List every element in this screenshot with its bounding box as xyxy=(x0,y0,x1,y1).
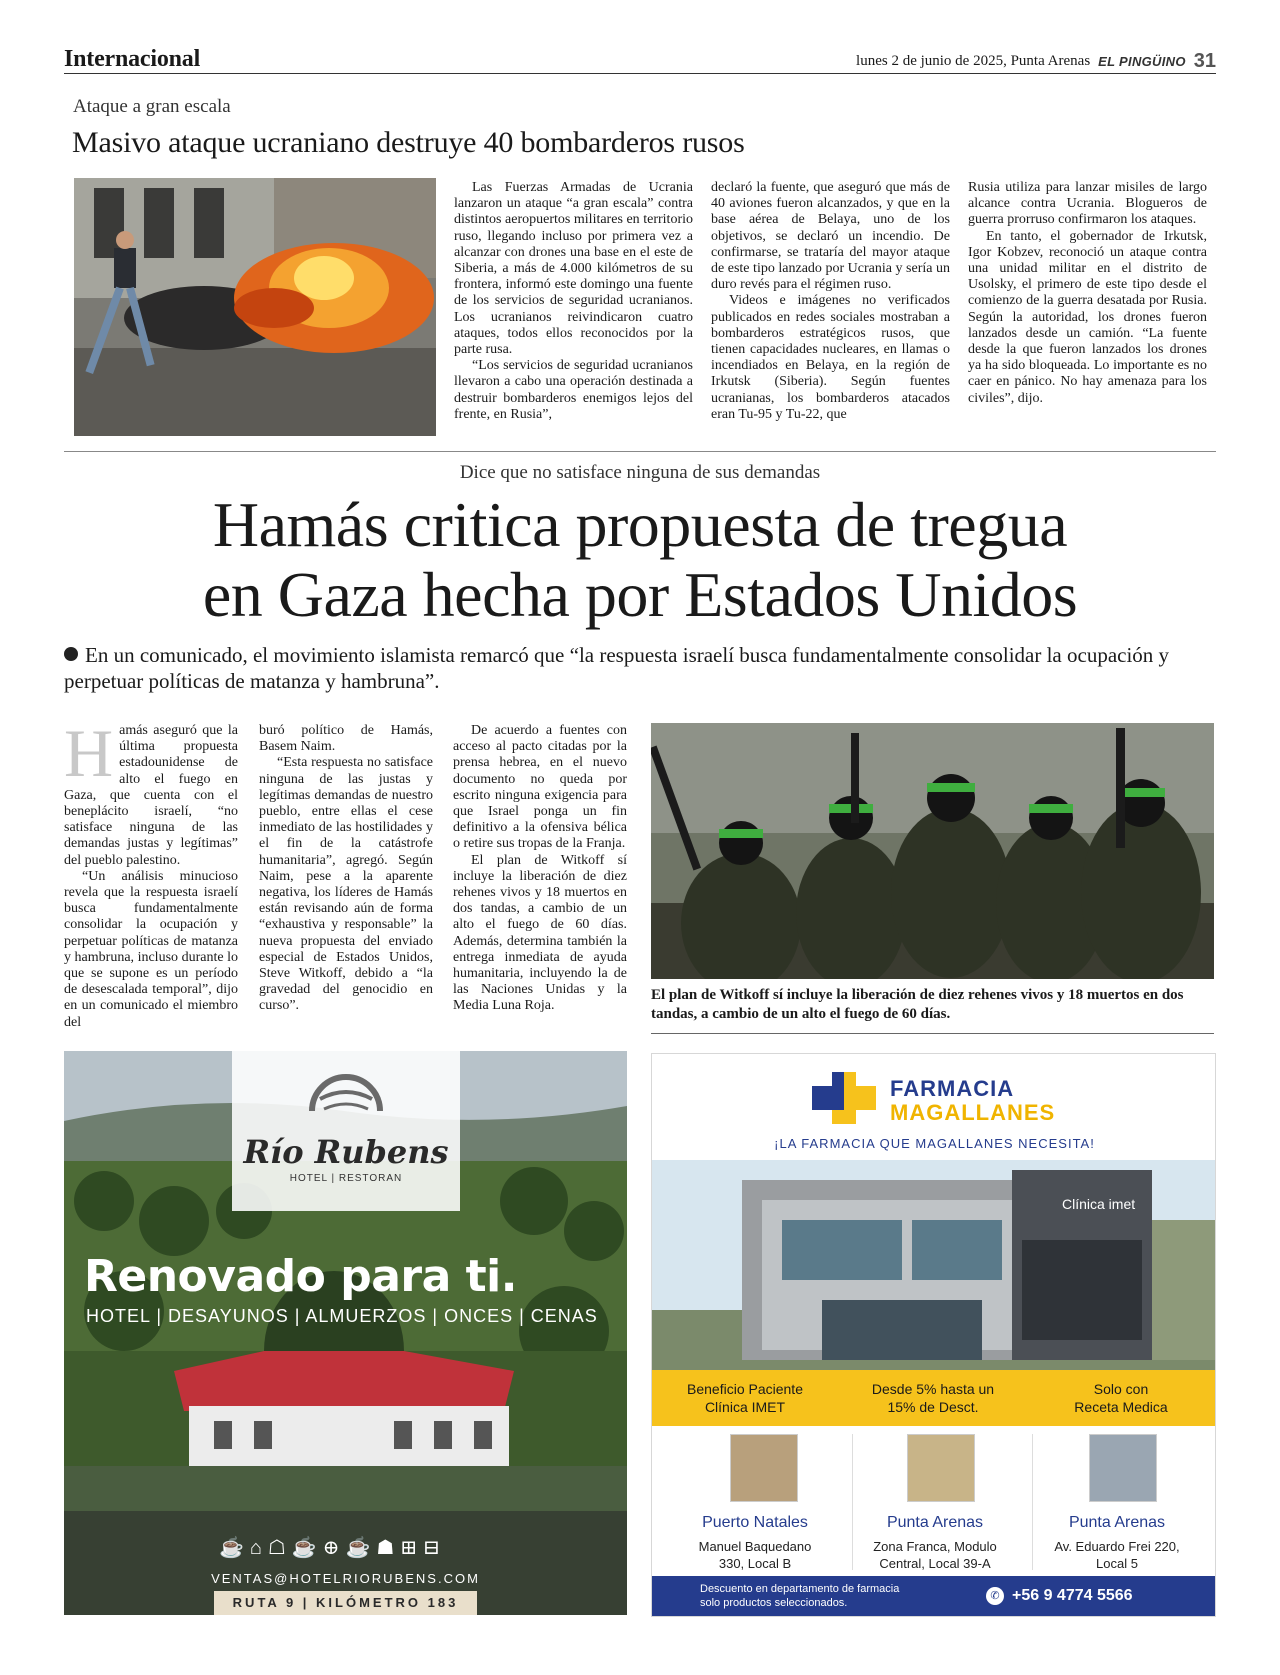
dropcap: H xyxy=(64,715,114,791)
ad1-route: RUTA 9 | KILÓMETRO 183 xyxy=(214,1591,477,1615)
story1-col1-p2: “Los servicios de seguridad ucranianos llevaron a cabo una operación destinada a destruir bombarderos enemigos lejos del frente, en Rusia”, xyxy=(454,358,693,422)
branch-city-2: Punta Arenas xyxy=(886,1514,984,1531)
branch-city-1: Puerto Natales xyxy=(702,1514,808,1531)
story2-lede-text: En un comunicado, el movimiento islamista remarcó que “la respuesta israelí busca fundamentalmente consolidar la ocupación y perpetuar políticas de matanza y hambruna”. xyxy=(64,643,1170,693)
building-sign: Clínica imet xyxy=(1062,1196,1136,1212)
dateline: lunes 2 de junio de 2025, Punta Arenas xyxy=(856,53,1091,69)
cross-logo-icon xyxy=(812,1072,876,1124)
story2-photo-caption: El plan de Witkoff sí incluye la liberación de diez rehenes vivos y 18 muertos en dos tandas, a cambio de un alto el fuego de 60 días. xyxy=(651,987,1184,1022)
ad2-footer-text: Descuento en departamento de farmacia solo productos seleccionados. xyxy=(700,1583,900,1609)
story2-col2 xyxy=(259,723,433,1015)
story1-col2-p2: Videos e imágenes no verificados publicados en redes sociales mostraban a bombarderos estratégicos rusos, que tienen capacidades nucleares, en llamas o incendiados en Belaya, en la región de Irkutsk (Siberia). Según fuentes ucranianas, los bombarderos atacados eran Tu-95 y Tu-22, que xyxy=(711,293,950,422)
story2-kicker: Dice que no satisface ninguna de sus demandas xyxy=(459,462,821,483)
branch-city-3: Punta Arenas xyxy=(1068,1514,1166,1531)
story2-col3 xyxy=(453,723,627,1015)
ad2-title-line2: MAGALLANES xyxy=(890,1100,1056,1125)
story1-photo xyxy=(74,178,436,436)
story1-col2-p1: declaró la fuente, que aseguró que más de 40 aviones fueron alcanzados, y que en la base aérea de Belaya, uno de los objetivos, se declaró un incendio. De confirmarse, se trataría del mayor ataque de este tipo lanzado por Ucrania y sería un duro revés para el régimen ruso. xyxy=(711,180,950,293)
benefit-3: Solo con Receta Medica xyxy=(1074,1381,1168,1415)
page-number: 31 xyxy=(1193,50,1216,72)
ad1-logo-name: Río Rubens xyxy=(243,1133,449,1171)
branch-address-1: Manuel Baquedano 330, Local B xyxy=(698,1539,812,1571)
story1-col3 xyxy=(968,180,1207,407)
header-rule xyxy=(64,73,1216,74)
branch-address-2: Zona Franca, Modulo Central, Local 39-A xyxy=(873,1539,997,1571)
branch-photo-natales xyxy=(730,1434,798,1502)
benefit-2: Desde 5% hasta un 15% de Desct. xyxy=(871,1381,995,1415)
story2-col3-p1: De acuerdo a fuentes con acceso al pacto citadas por la prensa hebrea, en el nuevo documento no queda por escrito ninguna exigencia para que Israel ponga un fin definitivo a la ofensiva bélica o retire sus tropas de la Franja. xyxy=(453,723,627,852)
branch-address-3: Av. Eduardo Frei 220, Local 5 xyxy=(1054,1539,1180,1571)
ad1-headline: Renovado para ti. xyxy=(84,1251,517,1302)
header-meta xyxy=(856,50,1216,73)
benefit-1: Beneficio Paciente Clínica IMET xyxy=(687,1381,803,1415)
story2-col1-p2: “Un análisis minucioso revela que la respuesta israelí busca fundamentalmente consolidar la ocupación y perpetuar políticas de matanza y hambruna, incluso durante lo que se supone es un período de desescalada temporal”, dijo en un comunicado el miembro del xyxy=(64,868,238,1030)
ad2-tagline: ¡LA FARMACIA QUE MAGALLANES NECESITA! xyxy=(774,1136,1095,1151)
divider-rule-right xyxy=(651,1033,1214,1034)
branch-photo-zona-franca xyxy=(907,1434,975,1502)
ad2-title-line1: FARMACIA xyxy=(890,1076,1015,1101)
whatsapp-icon: ✆ xyxy=(986,1587,1004,1605)
bullet-icon xyxy=(64,647,78,661)
story1-kicker: Ataque a gran escala xyxy=(73,96,231,117)
ad-rio-rubens[interactable] xyxy=(64,1051,627,1615)
story1-col3-p2: En tanto, el gobernador de Irkutsk, Igor Kobzev, reconoció un ataque contra una unidad militar en el distrito de Usolsky, el primero de este tipo desde el comienzo de la guerra desatada por Rusia. Según la autoridad, los drones fueron lanzados desde un camión. “La fuente desde la que fueron lanzados los drones ya ha sido bloqueada. Lo importante es no caer en pánico. No hay amenaza para los civiles”, dijo. xyxy=(968,228,1207,406)
ad2-building-photo xyxy=(652,1160,1216,1378)
story2-headline-line1: Hamás critica propuesta de tregua xyxy=(212,489,1068,560)
food-icons: ☕⌂☖☕⊕☕☗⊞⊟ xyxy=(219,1537,446,1559)
story2-headline-line2: en Gaza hecha por Estados Unidos xyxy=(202,559,1078,630)
story1-col1-p1: Las Fuerzas Armadas de Ucrania lanzaron un ataque “a gran escala” contra distintos aeropuertos militares en territorio ruso, llegando incluso por primera vez a alcanzar con drones una base en el este de Siberia, a más de 4.000 kilómetros de su frontera, informó este domingo una fuente de los servicios de seguridad ucranianos. Los ucranianos reivindicaron cuatro ataques, todos ellos reconocidos por la parte rusa. xyxy=(454,180,693,358)
story2-col1-p1: amás aseguró que la última propuesta estadounidense de alto el fuego en Gaza, que cuenta con el beneplácito israelí, “no satisface ninguna de las demandas justas y legítimas” del pueblo palestino. xyxy=(64,723,238,868)
story2-photo xyxy=(651,723,1214,979)
logo-panel xyxy=(232,1051,460,1211)
story2-col1 xyxy=(64,715,238,1031)
paper-name: EL PINGÜINO xyxy=(1098,54,1186,69)
ad-farmacia-magallanes[interactable] xyxy=(651,1053,1216,1617)
story2-headline xyxy=(0,490,1280,630)
story2-col3-p2: El plan de Witkoff sí incluye la liberación de diez rehenes vivos y 18 muertos en dos tandas, a cambio de un alto el fuego de 60 días. Además, determina también la entrega inmediata de ayuda humanitaria, incluyendo la de las Naciones Unidas y la Media Luna Roja. xyxy=(453,852,627,1014)
story2-col2-p2: “Esta respuesta no satisface ninguna de las justas y legítimas demandas de nuestro pueblo, entre ellas el cese inmediato de las hostilidades y el fin de la catástrofe humanitaria”, agregó. Según Naim, pese a la aparente negativa, los líderes de Hamás están revisando aún de forma “exhaustiva y responsable” la nueva propuesta del enviado especial de Estados Unidos, Steve Witkoff, debido a “la gravedad del genocidio en curso”. xyxy=(259,755,433,1014)
story2-lede xyxy=(64,642,1216,694)
ad1-logo-sub: HOTEL | RESTORAN xyxy=(289,1173,403,1184)
divider-rule xyxy=(64,451,1216,452)
ad1-services: HOTEL | DESAYUNOS | ALMUERZOS | ONCES | CENAS xyxy=(86,1306,598,1326)
ad2-phone[interactable]: +56 9 4774 5566 xyxy=(1012,1587,1133,1604)
ad1-email[interactable]: VENTAS@HOTELRIORUBENS.COM xyxy=(211,1571,480,1586)
story1-col3-p1: Rusia utiliza para lanzar misiles de largo alcance contra Ucrania. Blogueros de guerra prorruso confirmaron los ataques. xyxy=(968,180,1207,228)
story2-col2-p1: buró político de Hamás, Basem Naim. xyxy=(259,723,433,755)
section-label: Internacional xyxy=(64,46,201,72)
branch-photo-frei xyxy=(1089,1434,1157,1502)
story1-headline: Masivo ataque ucraniano destruye 40 bombarderos rusos xyxy=(72,126,745,159)
story1-col2 xyxy=(711,180,950,423)
story1-col1 xyxy=(454,180,693,423)
